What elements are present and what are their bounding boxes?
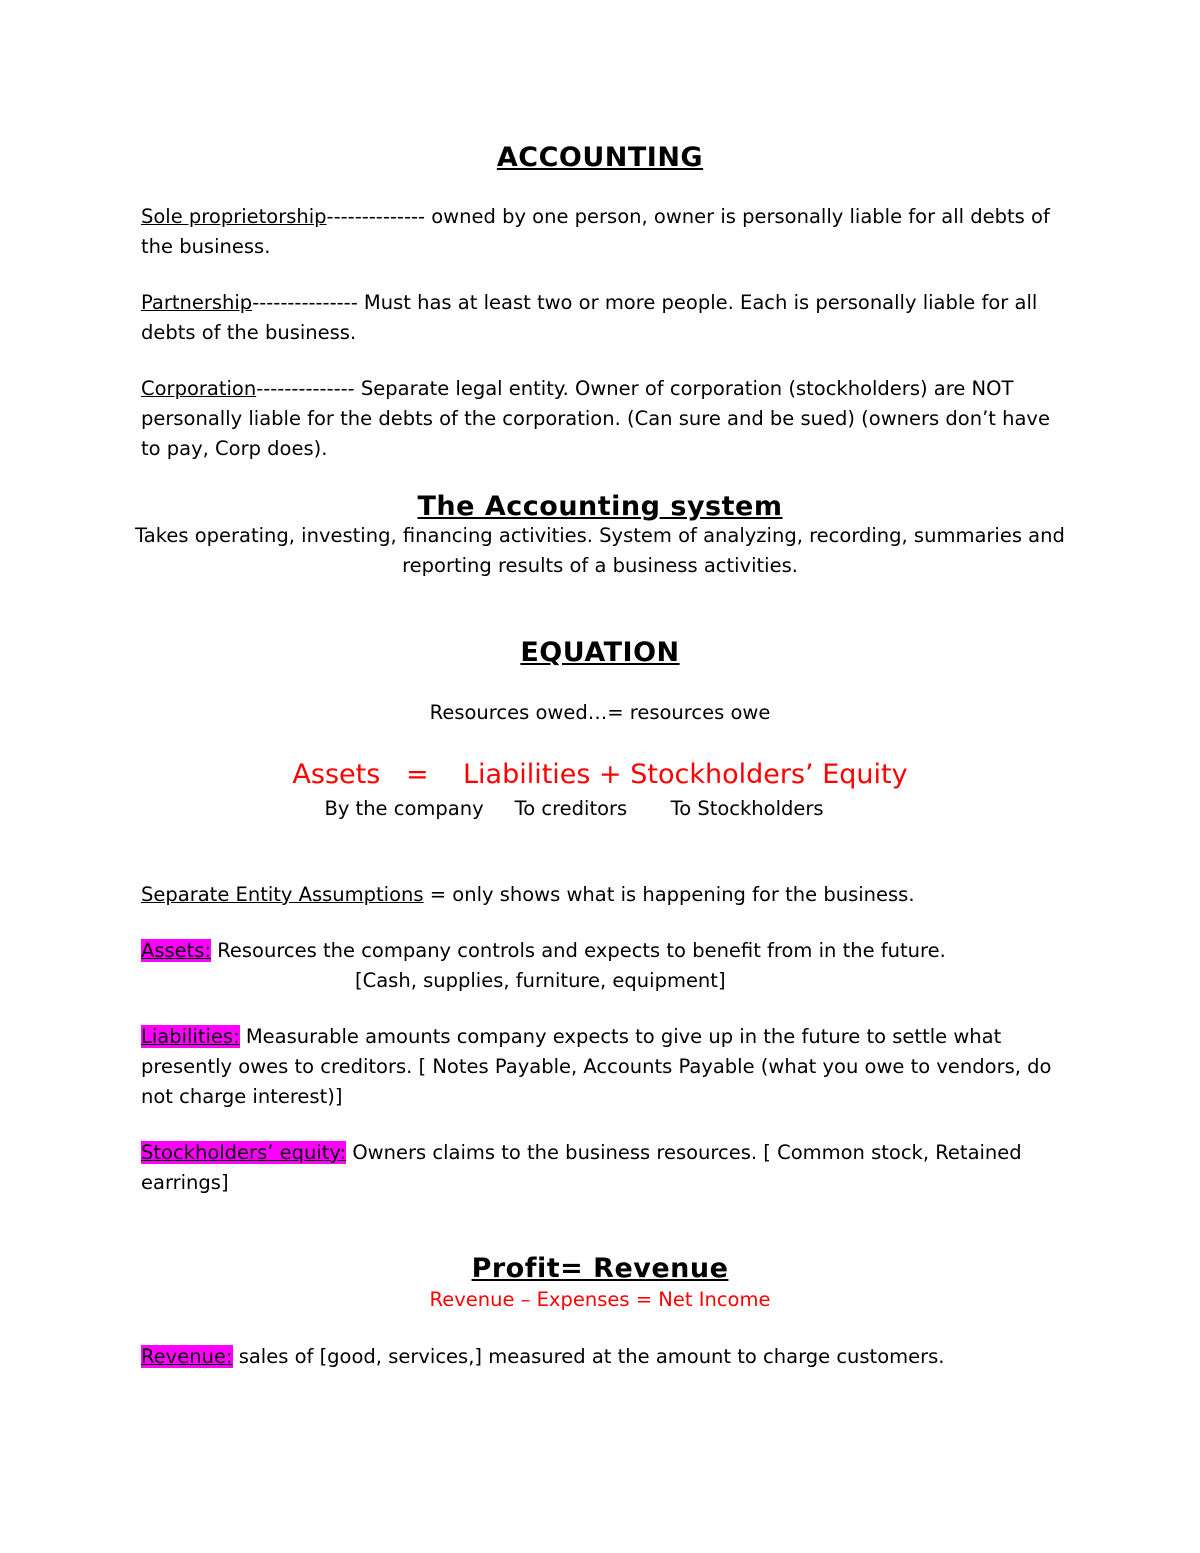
- partnership-term: Partnership: [141, 291, 253, 314]
- sole-proprietorship-term: Sole proprietorship: [141, 205, 327, 228]
- net-income-formula: Revenue – Expenses = Net Income: [429, 1288, 771, 1311]
- assets-paragraph: [141, 936, 1061, 966]
- equation-labels: By the company To creditors To Stockholders: [324, 797, 824, 820]
- accounting-system-heading: The Accounting system: [417, 491, 783, 522]
- resources-line: Resources owed…= resources owe: [429, 701, 771, 724]
- partnership-paragraph: [141, 288, 1061, 348]
- liabilities-term: Liabilities:: [141, 1025, 240, 1048]
- separate-entity-paragraph: [141, 880, 1061, 910]
- sole-proprietorship-text: -------------- owned by one person, owner is personally liable for all debts of the business.: [141, 205, 1050, 258]
- liabilities-text: Measurable amounts company expects to give up in the future to settle what presently owes to creditors. [ Notes Payable, Accounts Payable (what you owe to vendors, do not charge interest)]: [141, 1025, 1052, 1108]
- equation-heading: EQUATION: [520, 637, 680, 668]
- equity-term: Stockholders’ equity:: [141, 1141, 347, 1164]
- profit-heading: Profit= Revenue: [471, 1253, 729, 1284]
- equity-paragraph: [141, 1138, 1061, 1198]
- assets-examples: [Cash, supplies, furniture, equipment]: [355, 969, 726, 992]
- corporation-text: -------------- Separate legal entity. Owner of corporation (stockholders) are NOT personally liable for the debts of the corporation. (Can sure and be sued) (owners don’t have to pay, Corp does).: [141, 377, 1050, 460]
- liabilities-paragraph: [141, 1022, 1061, 1112]
- corporation-term: Corporation: [141, 377, 257, 400]
- corporation-paragraph: [141, 374, 1061, 464]
- separate-entity-term: Separate Entity Assumptions: [141, 883, 424, 906]
- separate-entity-text: = only shows what is happening for the business.: [423, 883, 915, 906]
- accounting-equation: Assets = Liabilities + Stockholders’ Equity: [292, 759, 908, 790]
- assets-text: Resources the company controls and expects to benefit from in the future.: [211, 939, 946, 962]
- partnership-text: --------------- Must has at least two or more people. Each is personally liable for all debts of the business.: [141, 291, 1038, 344]
- equity-text: Owners claims to the business resources. [ Common stock, Retained earrings]: [141, 1141, 1022, 1194]
- accounting-system-line-1: Takes operating, investing, financing activities. System of analyzing, recording, summaries and: [135, 524, 1065, 547]
- sole-proprietorship-paragraph: [141, 202, 1061, 262]
- revenue-text: sales of [good, services,] measured at the amount to charge customers.: [232, 1345, 945, 1368]
- assets-term: Assets:: [141, 939, 212, 962]
- accounting-system-line-2: reporting results of a business activities.: [402, 554, 798, 577]
- page-title: ACCOUNTING: [496, 142, 704, 173]
- revenue-term: Revenue:: [141, 1345, 233, 1368]
- revenue-paragraph: [141, 1342, 1061, 1372]
